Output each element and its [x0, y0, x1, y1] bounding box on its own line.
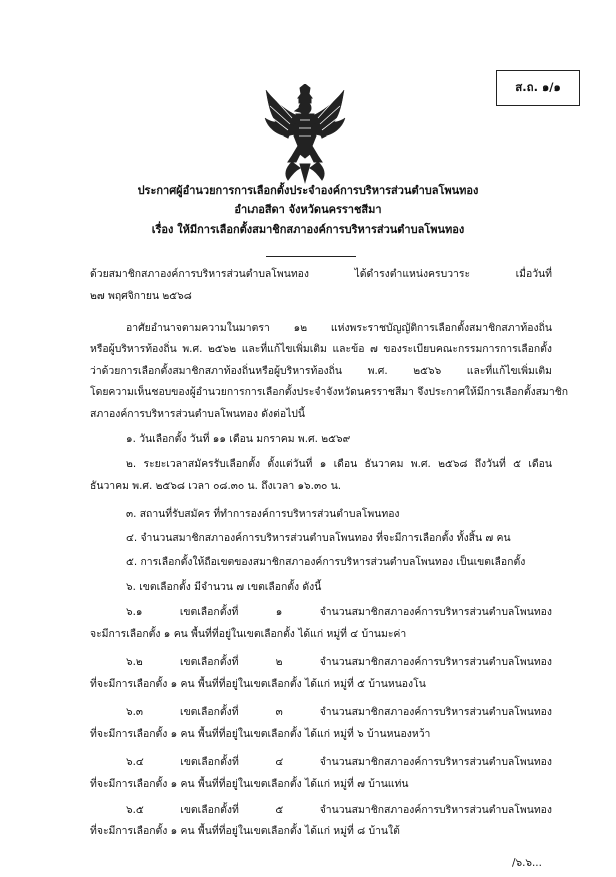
district-3-area: ที่จะมีการเลือกตั้ง ๑ คน พื้นที่ที่อยู่ในเขตเลือกตั้ง ได้แก่ หมู่ที่ ๖ บ้านหนองหว้า	[90, 728, 431, 740]
item-1-election-date: ๑. วันเลือกตั้ง วันที่ ๑๑ เดือน มกราคม พ.ศ. ๒๕๖๙	[126, 433, 351, 445]
district-2-area: ที่จะมีการเลือกตั้ง ๑ คน พื้นที่ที่อยู่ในเขตเลือกตั้ง ได้แก่ หมู่ที่ ๕ บ้านหนองโน	[90, 678, 426, 690]
district-5: ๖.๕ เขตเลือกตั้งที่ ๕ จำนวนสมาชิกสภาองค์การบริหารส่วนตำบลโพนทอง	[126, 804, 552, 816]
district-4: ๖.๔ เขตเลือกตั้งที่ ๔ จำนวนสมาชิกสภาองค์การบริหารส่วนตำบลโพนทอง	[126, 756, 552, 768]
item-4-member-count: ๔. จำนวนสมาชิกสภาองค์การบริหารส่วนตำบลโพนทอง ที่จะมีการเลือกตั้ง ทั้งสิ้น ๗ คน	[126, 532, 511, 544]
announcement-title: ประกาศผู้อำนวยการการเลือกตั้งประจำองค์การบริหารส่วนตำบลโพนทอง	[137, 184, 479, 197]
continuation-marker: /๖.๖...	[512, 857, 542, 869]
district-4-area: ที่จะมีการเลือกตั้ง ๑ คน พื้นที่ที่อยู่ในเขตเลือกตั้ง ได้แก่ หมู่ที่ ๗ บ้านแท่น	[90, 778, 409, 790]
intro-date: ๒๗ พฤศจิกายน ๒๕๖๘	[90, 290, 192, 302]
title-divider	[266, 256, 356, 257]
form-code-box: ส.ถ. ๑/๑	[496, 70, 580, 106]
item-5-district-basis: ๕. การเลือกตั้งให้ถือเขตของสมาชิกสภาองค์การบริหารส่วนตำบลโพนทอง เป็นเขตเลือกตั้ง	[126, 556, 526, 568]
district-2: ๖.๒ เขตเลือกตั้งที่ ๒ จำนวนสมาชิกสภาองค์การบริหารส่วนตำบลโพนทอง	[126, 656, 552, 668]
announcement-location: อำเภอสีดา จังหวัดนครราชสีมา	[234, 203, 382, 216]
item-6-district-count: ๖. เขตเลือกตั้ง มีจำนวน ๗ เขตเลือกตั้ง ดังนี้	[126, 581, 322, 593]
authority-line-1: อาศัยอำนาจตามความในมาตรา ๑๒ แห่งพระราชบัญญัติการเลือกตั้งสมาชิกสภาท้องถิ่น	[126, 322, 552, 334]
district-1: ๖.๑ เขตเลือกตั้งที่ ๑ จำนวนสมาชิกสภาองค์การบริหารส่วนตำบลโพนทอง	[126, 606, 552, 618]
district-3: ๖.๓ เขตเลือกตั้งที่ ๓ จำนวนสมาชิกสภาองค์การบริหารส่วนตำบลโพนทอง	[126, 706, 552, 718]
garuda-emblem-icon	[262, 84, 348, 184]
district-5-area: ที่จะมีการเลือกตั้ง ๑ คน พื้นที่ที่อยู่ในเขตเลือกตั้ง ได้แก่ หมู่ที่ ๘ บ้านใต้	[90, 825, 400, 837]
item-3-application-place: ๓. สถานที่รับสมัคร ที่ทำการองค์การบริหารส่วนตำบลโพนทอง	[126, 508, 400, 520]
item-2-application-period-cont: ธันวาคม พ.ศ. ๒๕๖๘ เวลา ๐๘.๓๐ น. ถึงเวลา ๑๖.๓๐ น.	[90, 480, 342, 492]
announcement-subject: เรื่อง ให้มีการเลือกตั้งสมาชิกสภาองค์การบริหารส่วนตำบลโพนทอง	[151, 223, 465, 236]
authority-paragraph: หรือผู้บริหารท้องถิ่น พ.ศ. ๒๕๖๒ และที่แก้ไขเพิ่มเติม และข้อ ๗ ของระเบียบคณะกรรมการการเลือกตั้ง ว่าด้วยการเลือกตั้งสมาชิกสภาท้องถิ่นหรือผู้บริหารท้องถิ่น พ.ศ. ๒๕๖๖ และที่แก้ไขเพิ่มเติม โดยความเห็นชอบของผู้อำนวยการการเลือกตั้งประจำจังหวัดนครราชสีมา จึงประกาศให้มีการเลือกตั้งสมาชิก สภาองค์การบริหารส่วนตำบลโพนทอง ดังต่อไปนี้	[90, 343, 569, 420]
intro-paragraph: ด้วยสมาชิกสภาองค์การบริหารส่วนตำบลโพนทอง ได้ดำรงตำแหน่งครบวาระ เมื่อวันที่	[90, 268, 552, 280]
item-2-application-period: ๒. ระยะเวลาสมัครรับเลือกตั้ง ตั้งแต่วันที่ ๑ เดือน ธันวาคม พ.ศ. ๒๕๖๘ ถึงวันที่ ๕ เดือน	[126, 458, 552, 470]
district-1-area: จะมีการเลือกตั้ง ๑ คน พื้นที่ที่อยู่ในเขตเลือกตั้ง ได้แก่ หมู่ที่ ๔ บ้านมะค่า	[90, 628, 407, 640]
